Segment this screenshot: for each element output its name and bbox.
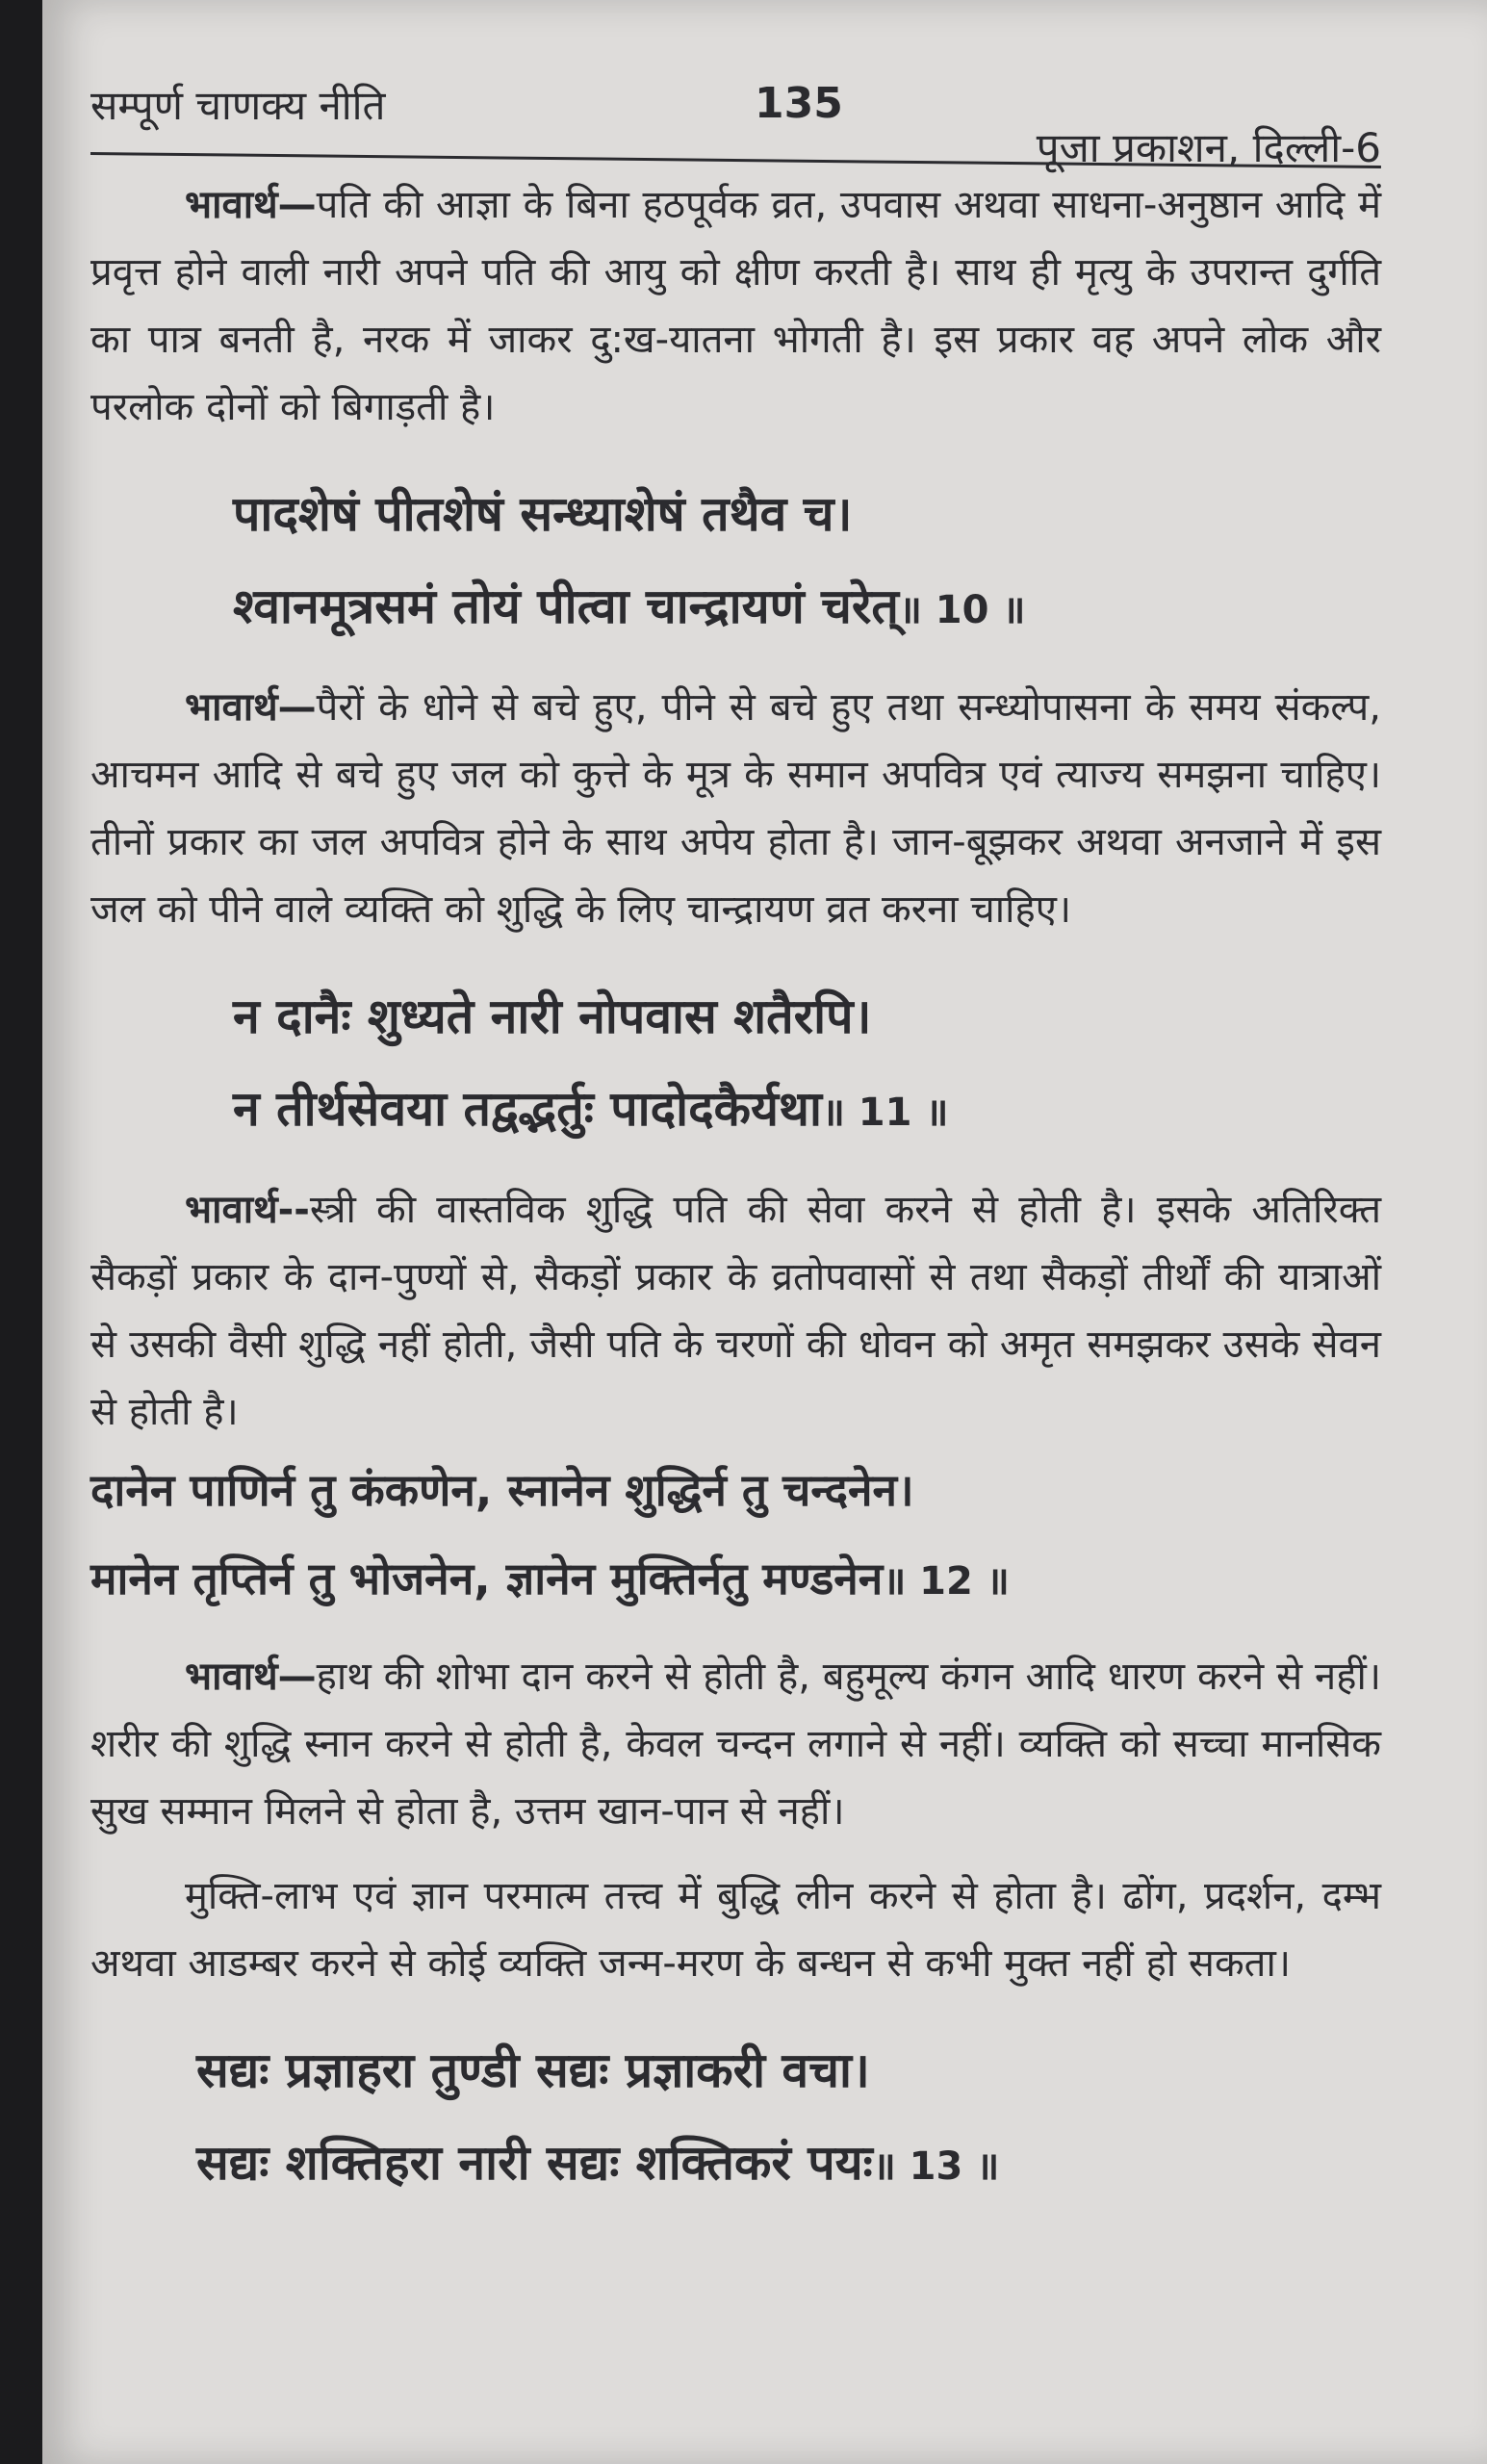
- verse-line: न तीर्थसेवया तद्वद्भर्तुः पादोदकैर्यथा: [233, 1081, 822, 1137]
- commentary-paragraph-1: [90, 171, 1381, 441]
- verse-10: [90, 468, 1381, 656]
- commentary-label: भावार्थ—: [185, 1655, 317, 1699]
- commentary-text: पति की आज्ञा के बिना हठपूर्वक व्रत, उपवास अथवा साधना-अनुष्ठान आदि में प्रवृत्त होने वाली नारी अपने पति की आयु को क्षीण करती है। साथ ही मृत्यु के उपरान्त दुर्गति का पात्र बनती है, नरक में जाकर दु:ख-यातना भोगती है। इस प्रकार वह अपने लोक और परलोक दोनों को बिगाड़ती है।: [90, 183, 1381, 429]
- page-number: 135: [755, 79, 843, 128]
- verse-number: ॥ 10 ॥: [898, 588, 1026, 632]
- commentary-text: पैरों के धोने से बचे हुए, पीने से बचे हुए तथा सन्ध्योपासना के समय संकल्प, आचमन आदि से बचे हुए जल को कुत्ते के मूत्र के समान अपवित्र एवं त्याज्य समझना चाहिए। तीनों प्रकार का जल अपवित्र होने के साथ अपेय होता है। जान-बूझकर अथवा अनजाने में इस जल को पीने वाले व्यक्ति को शुद्धि के लिए चान्द्रायण व्रत करना चाहिए।: [90, 685, 1381, 932]
- verse-line: सद्यः प्रज्ञाहरा तुण्डी सद्यः प्रज्ञाकरी वचा।: [196, 2042, 870, 2098]
- commentary-label: भावार्थ—: [185, 685, 317, 730]
- running-header: [90, 67, 1381, 171]
- commentary-paragraph-3: [90, 1176, 1381, 1446]
- verse-line: मानेन तृप्तिर्न तु भोजनेन, ज्ञानेन मुक्तिर्नतु मण्डनेन: [90, 1553, 884, 1604]
- verse-number: ॥ 13 ॥: [872, 2144, 1000, 2189]
- verse-line: दानेन पाणिर्न तु कंकणेन, स्नानेन शुद्धिर्न तु चन्दनेन।: [90, 1464, 914, 1516]
- commentary-label: भावार्थ—: [185, 183, 317, 227]
- verse-line: न दानैः शुध्यते नारी नोपवास शतैरपि।: [233, 988, 872, 1044]
- verse-number: ॥ 11 ॥: [821, 1091, 949, 1135]
- commentary-paragraph-5: मुक्ति-लाभ एवं ज्ञान परमात्म तत्त्व में बुद्धि लीन करने से होता है। ढोंग, प्रदर्शन, दम्भ अथवा आडम्बर करने से कोई व्यक्ति जन्म-मरण के बन्धन से कभी मुक्त नहीं हो सकता।: [90, 1874, 1381, 1986]
- page-content: [90, 171, 1381, 2213]
- verse-line-with-number: [196, 2117, 1381, 2213]
- commentary-paragraph-4: [90, 1643, 1381, 1845]
- book-title: सम्पूर्ण चाणक्य नीति: [90, 82, 386, 129]
- commentary-text: स्त्री की वास्तविक शुद्धि पति की सेवा करने से होती है। इसके अतिरिक्त सैकड़ों प्रकार के दान-पुण्यों से, सैकड़ों प्रकार के व्रतोपवासों से तथा सैकड़ों तीर्थों की यात्राओं से उसकी वैसी शुद्धि नहीं होती, जैसी पति के चरणों की धोवन को अमृत समझकर उसके सेवन से होती है।: [90, 1188, 1381, 1434]
- verse-number: ॥ 12 ॥: [883, 1559, 1010, 1604]
- verse-line: श्वानमूत्रसमं तोयं पीत्वा चान्द्रायणं चरेत्: [233, 578, 899, 634]
- verse-11: [90, 970, 1381, 1159]
- verse-line-with-number: [233, 1063, 1381, 1159]
- verse-13: [90, 2024, 1381, 2213]
- verse-line: सद्यः शक्तिहरा नारी सद्यः शक्तिकरं पयः: [196, 2135, 873, 2191]
- commentary-text: हाथ की शोभा दान करने से होती है, बहुमूल्य कंगन आदि धारण करने से नहीं। शरीर की शुद्धि स्नान करने से होती है, केवल चन्दन लगाने से नहीं। व्यक्ति को सच्चा मानसिक सुख सम्मान मिलने से होता है, उत्तम खान-पान से नहीं।: [90, 1655, 1381, 1834]
- verse-line: पादशेषं पीतशेषं सन्ध्याशेषं तथैव च।: [233, 486, 853, 542]
- commentary-paragraph-2: [90, 674, 1381, 943]
- publisher-name: पूजा प्रकाशन, दिल्ली-6: [1036, 124, 1381, 171]
- verse-line-with-number: [90, 1534, 1381, 1626]
- verse-12: [90, 1446, 1381, 1626]
- verse-line-with-number: [233, 560, 1381, 656]
- commentary-label: भावार्थ--: [185, 1188, 310, 1232]
- book-page: [42, 0, 1487, 2464]
